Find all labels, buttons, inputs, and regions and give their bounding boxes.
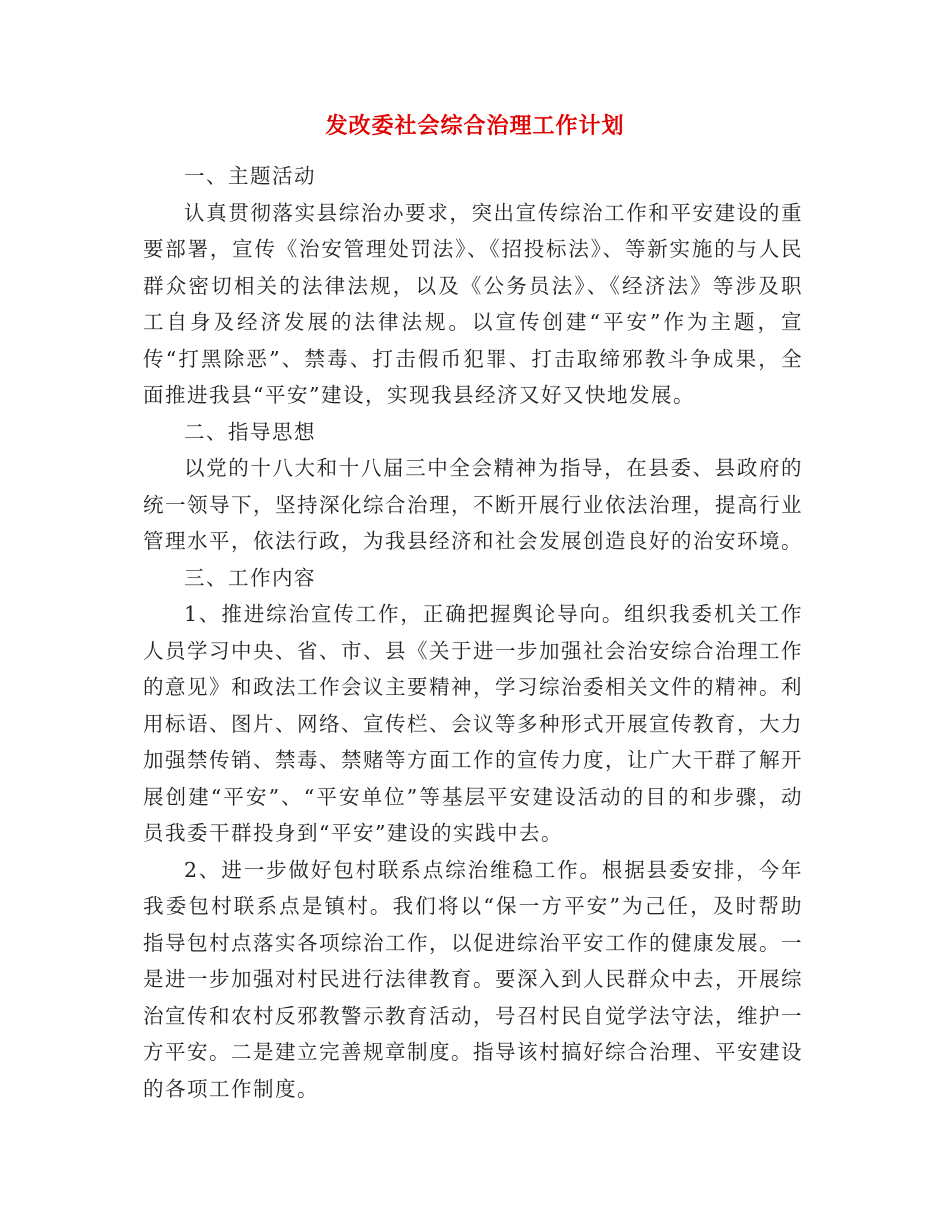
document-title: 发改委社会综合治理工作计划 <box>325 114 625 139</box>
paragraph-guiding-ideology: 以党的十八大和十八届三中全会精神为指导，在县委、县政府的统一领导下，坚持深化综合治理，不断开展行业依法治理，提高行业管理水平，依法行政，为我县经济和社会发展创造良好的治安环境。 <box>143 456 803 553</box>
section-heading-work-content: 三、工作内容 <box>184 565 316 590</box>
section-heading-guiding-ideology: 二、指导思想 <box>184 419 316 444</box>
paragraph-work-item-2: 2、进一步做好包村联系点综治维稳工作。根据县委安排，今年我委包村联系点是镇村。我们将以“保一方平安”为己任，及时帮助指导包村点落实各项综治工作，以促进综治平安工作的健康发展。一是进一步加强对村民进行法律教育。要深入到人民群众中去，开展综治宣传和农村反邪教警示教育活动，号召村民自觉学法守法，维护一方平安。二是建立完善规章制度。指导该村搞好综合治理、平安建设的各项工作制度。 <box>143 857 803 1101</box>
paragraph-theme-activities: 认真贯彻落实县综治办要求，突出宣传综治工作和平安建设的重要部署，宣传《治安管理处罚法》、《招投标法》、等新实施的与人民群众密切相关的法律法规，以及《公务员法》、《经济法》等涉及职工自身及经济发展的法律法规。以宣传创建“平安”作为主题，宣传“打黑除恶”、禁毒、打击假币犯罪、打击取缔邪教斗争成果，全面推进我县“平安”建设，实现我县经济又好又快地发展。 <box>143 200 803 407</box>
document-body <box>143 158 803 1107</box>
paragraph-work-item-1: 1、推进综治宣传工作，正确把握舆论导向。组织我委机关工作人员学习中央、省、市、县《关于进一步加强社会治安综合治理工作的意见》和政法工作会议主要精神，学习综治委相关文件的精神。利用标语、图片、网络、宣传栏、会议等多种形式开展宣传教育，大力加强禁传销、禁毒、禁赌等方面工作的宣传力度，让广大干群了解开展创建“平安”、“平安单位”等基层平安建设活动的目的和步骤，动员我委干群投身到“平安”建设的实践中去。 <box>143 602 803 845</box>
section-heading-theme-activities: 一、主题活动 <box>184 164 316 188</box>
